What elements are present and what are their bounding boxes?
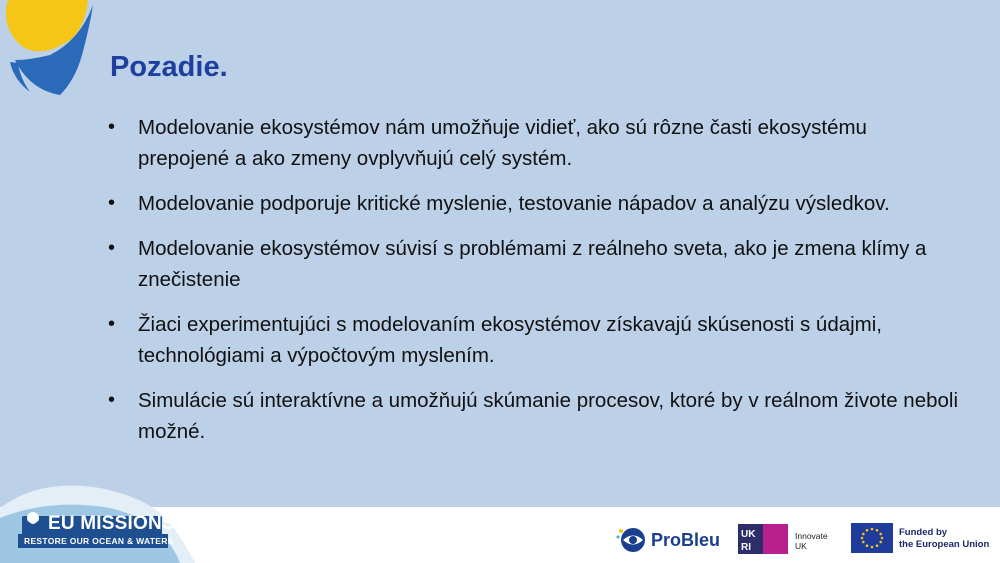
innovate-line1: Innovate: [795, 531, 828, 541]
bullet-text: Simulácie sú interaktívne a umožňujú skúmanie procesov, ktoré by v reálnom živote neboli možné.: [138, 389, 959, 443]
innovate-line2: UK: [795, 541, 807, 551]
bullet-dot: •: [108, 313, 116, 335]
svg-text:RI: RI: [741, 542, 751, 553]
bullet-text: Žiaci experimentujúci s modelovaním ekosystémov získavajú skúsenosti s údajmi, technológiami a výpočtovým myslením.: [138, 313, 882, 367]
bullet-dot: •: [108, 116, 116, 138]
bullet-list: [100, 112, 960, 461]
bullet-text: Modelovanie podporuje kritické myslenie, testovanie nápadov a analýzu výsledkov.: [138, 192, 890, 215]
funded-line1: Funded by: [899, 527, 948, 538]
list-item: [100, 309, 960, 371]
bullet-dot: •: [108, 389, 116, 411]
list-item: [100, 233, 960, 295]
corner-logo-icon: [0, 0, 100, 100]
bullet-text: Modelovanie ekosystémov súvisí s problémami z reálneho sveta, ako je zmena klímy a znečistenie: [138, 237, 927, 291]
ukri-logo-icon: [738, 524, 788, 554]
list-item: [100, 385, 960, 447]
bullet-dot: •: [108, 192, 116, 214]
slide-title: Pozadie.: [110, 51, 228, 83]
list-item: [100, 112, 960, 174]
probleu-text: ProBleu: [651, 530, 721, 550]
svg-text:UK: UK: [741, 529, 756, 540]
innovate-uk-text: [795, 531, 828, 551]
funded-line2: the European Union: [899, 539, 990, 550]
eu-missions-text: EU MISSIONS: [48, 513, 175, 534]
funded-by-eu-text: [899, 527, 989, 551]
bullet-dot: •: [108, 237, 116, 259]
eu-flag-icon: [851, 523, 893, 553]
list-item: [100, 188, 960, 219]
bullet-text: Modelovanie ekosystémov nám umožňuje vidieť, ako sú rôzne časti ekosystému prepojené a ako zmeny ovplyvňujú celý systém.: [138, 116, 867, 170]
eu-missions-subtitle: RESTORE OUR OCEAN & WATERS: [24, 536, 174, 546]
